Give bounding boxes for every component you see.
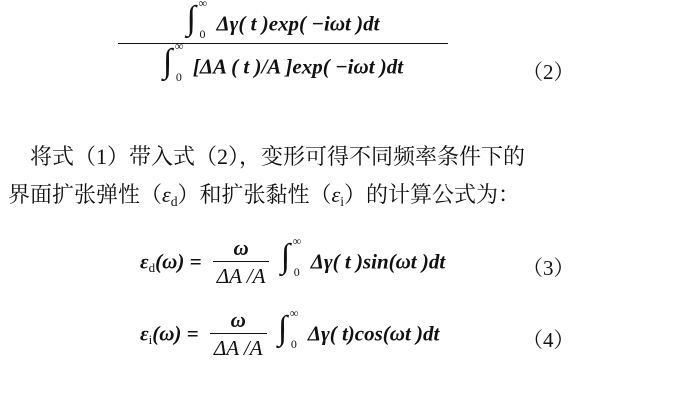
fraction-bar	[210, 333, 267, 334]
integral-lower-limit: 0	[293, 264, 300, 279]
equation-2	[0, 0, 694, 128]
integral-lower-limit: 0	[199, 27, 206, 41]
equation-3-fraction	[213, 237, 270, 288]
paragraph-line-2-part-2: ）和扩张黏性（	[177, 182, 332, 207]
epsilon-d-subscript: d	[170, 193, 178, 209]
equation-2-label: （2）	[522, 60, 575, 84]
equation-4-body	[140, 305, 440, 361]
equation-3-label: （3）	[522, 256, 575, 280]
integral-sign: ∫ ∞ 0	[187, 8, 217, 38]
equation-4-integrand: Δγ( t)cos(ωt )dt	[307, 321, 440, 346]
integral-sign: ∫ ∞ 0	[277, 305, 299, 351]
paragraph-line-2-part-3: ）的计算公式为：	[343, 182, 520, 207]
equation-4-fraction-numerator: ω	[230, 308, 246, 332]
equation-2-numerator-integrand: Δγ( t )exp( −iωt )dt	[216, 11, 380, 36]
equation-4-lhs-subscript: i	[148, 331, 153, 347]
epsilon-i-symbol: ε	[331, 182, 341, 207]
integral-upper-limit: ∞	[289, 305, 299, 320]
equation-3-lhs-symbol: ε	[140, 249, 149, 274]
integral-upper-limit: ∞	[174, 39, 184, 53]
paragraph-line-1: 将式（1）带入式（2），变形可得不同频率条件下的	[30, 144, 526, 169]
equation-3-lhs-argument: (ω) =	[155, 249, 202, 274]
equation-3-fraction-denominator: ΔA /A	[216, 264, 266, 288]
integral-upper-limit: ∞	[198, 0, 208, 10]
equation-3-integrand: Δγ( t )sin(ωt )dt	[310, 249, 446, 274]
equation-4-lhs-argument: (ω) =	[152, 321, 199, 346]
integral-upper-limit: ∞	[292, 233, 302, 248]
equation-4-lhs-symbol: ε	[140, 321, 149, 346]
equation-4-fraction	[210, 309, 267, 360]
equation-3-body	[140, 233, 446, 289]
equation-2-fraction	[118, 0, 448, 84]
equation-3-lhs-subscript: d	[148, 259, 156, 275]
integral-sign: ∫ ∞ 0	[280, 233, 302, 279]
equation-2-numerator	[118, 0, 448, 41]
paragraph-line-2-part-1: 界面扩张弹性（	[8, 182, 163, 207]
equation-3-fraction-numerator: ω	[233, 236, 249, 260]
equation-2-denominator	[118, 39, 448, 84]
epsilon-i-subscript: i	[340, 193, 344, 209]
integral-lower-limit: 0	[290, 336, 297, 351]
integral-sign: ∫ ∞ 0	[162, 39, 184, 84]
integral-lower-limit: 0	[175, 70, 182, 84]
fraction-bar	[213, 261, 270, 262]
epsilon-d-symbol: ε	[162, 182, 171, 207]
paragraph-line-2	[8, 178, 520, 219]
equation-4-fraction-denominator: ΔA /A	[213, 336, 263, 360]
equation-2-denominator-integrand: [ΔA ( t )/A ]exp( −iωt )dt	[192, 54, 404, 79]
equation-4-label: （4）	[522, 328, 575, 352]
